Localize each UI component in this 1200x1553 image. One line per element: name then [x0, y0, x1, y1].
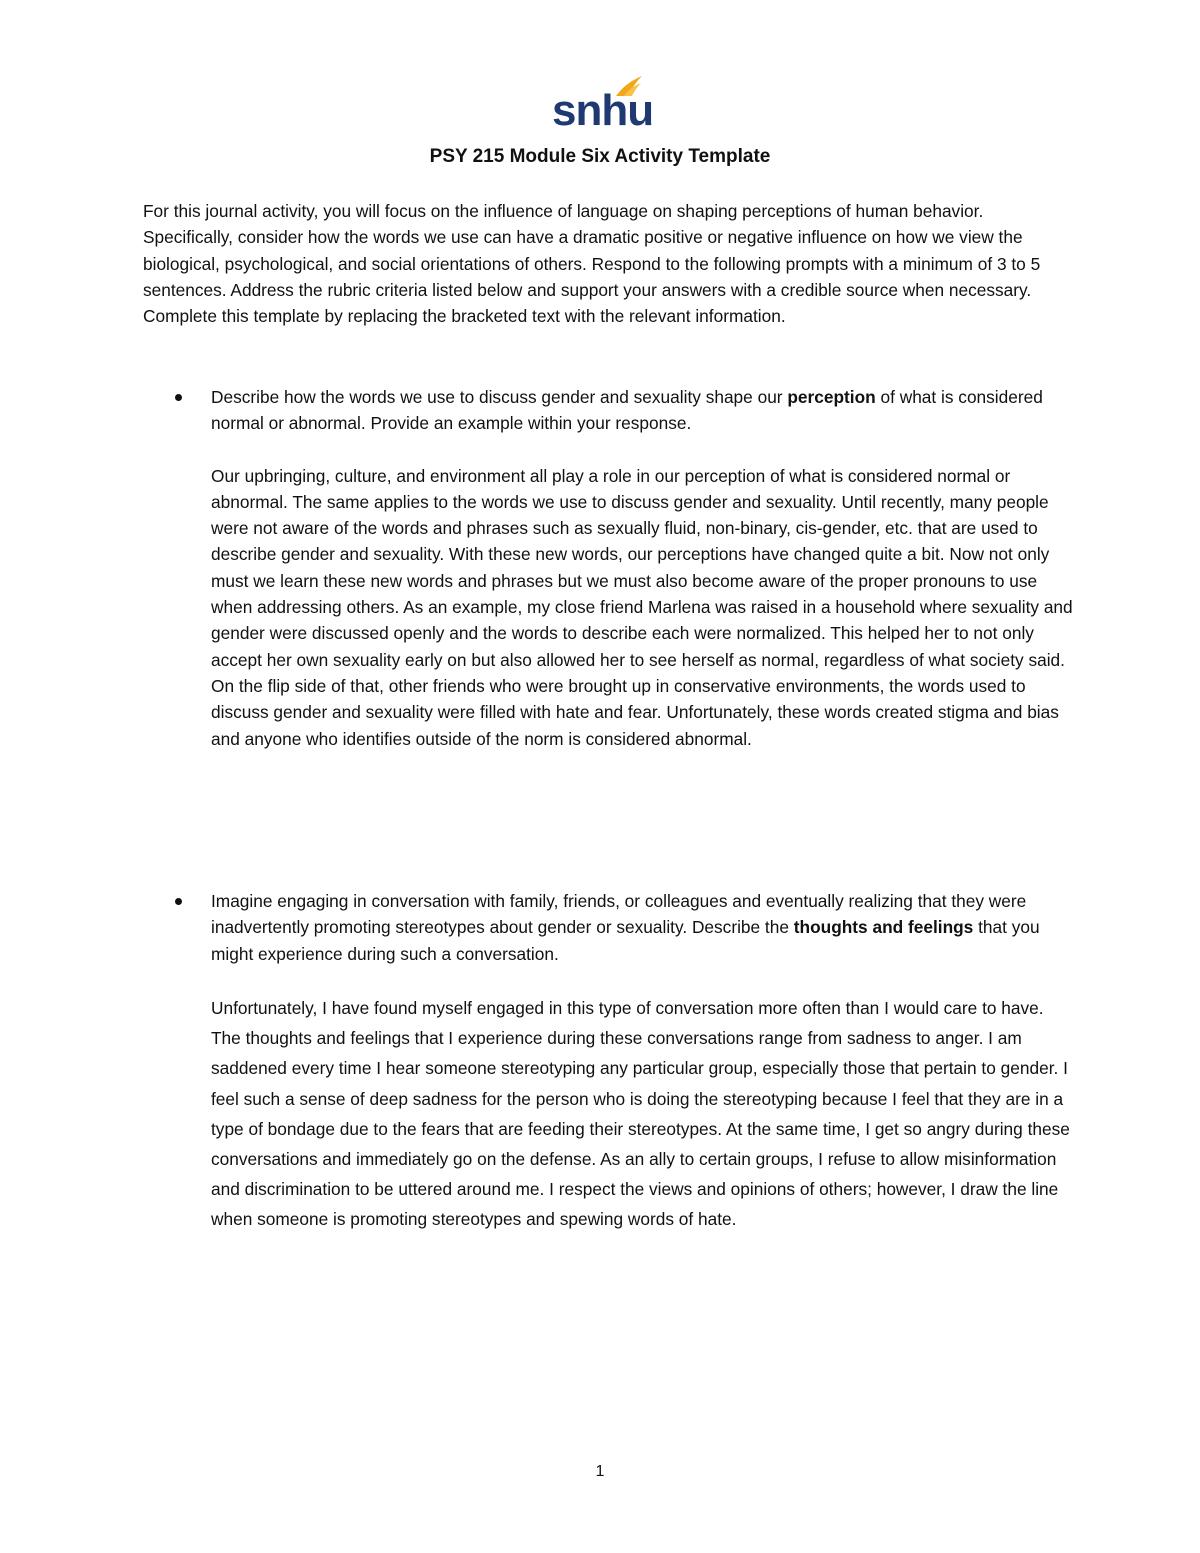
prompt-text-part: Imagine engaging in conversation with family, friends, or colleagues and eventually realizing that they were inadvertently promoting stereotypes about gender or sexuality. Describe the — [211, 891, 1027, 938]
page-title: PSY 215 Module Six Activity Template — [429, 146, 771, 167]
intro-paragraph: For this journal activity, you will focus on the influence of language on shaping perceptions of human behavior. Specifically, consider how the words we use can have a dramatic positive or negative influence on how we view the biological, psychological, and social orientations of others. Respond to the following prompts with a minimum of 3 to 5 sentences. Address the rubric criteria listed below and support your answers with a credible source when necessary. Complete this template by replacing the bracketed text with the relevant information. — [143, 201, 1041, 327]
prompt-emphasis: thoughts and feelings — [793, 917, 974, 938]
prompt-emphasis: perception — [787, 387, 876, 407]
prompt-text-part: of what is considered normal or abnormal. Provide an example within your response. — [211, 387, 1043, 434]
prompt-text — [211, 384, 1073, 437]
bullet-icon — [175, 898, 182, 905]
page-number: 1 — [595, 1463, 605, 1480]
prompt-text — [211, 888, 1073, 967]
logo-text: snhu — [552, 86, 654, 135]
prompt-text-part: Describe how the words we use to discuss gender and sexuality shape our — [211, 387, 788, 407]
answer-text: Our upbringing, culture, and environment all play a role in our perception of what is considered normal or abnormal. The same applies to the words we use to discuss gender and sexuality. Until recently, many people were not aware of the words and phrases such as sexually fluid, non-binary, cis-gender, etc. that are used to describe gender and sexuality. With these new words, our perceptions have changed quite a bit. Now not only must we learn these new words and phrases but we must also become aware of the proper pronouns to use when addressing others. As an example, my close friend Marlena was raised in a household where sexuality and gender were discussed openly and the words to describe each were normalized. This helped her to not only accept her own sexuality early on but also allowed her to see herself as normal, regardless of what society said. On the flip side of that, other friends who were brought up in conservative environments, the words used to discuss gender and sexuality were filled with hate and fear. Unfortunately, these words created stigma and bias and anyone who identifies outside of the norm is considered abnormal. — [211, 465, 1073, 749]
answer-text: Unfortunately, I have found myself engaged in this type of conversation more often than I would care to have. The thoughts and feelings that I experience during these conversations range from sadness to anger. I am saddened every time I hear someone stereotyping any particular group, especially those that pertain to gender. I feel such a sense of deep sadness for the person who is doing the stereotyping because I feel that they are in a type of bondage due to the fears that are feeding their stereotypes. At the same time, I get so angry during these conversations and immediately go on the defense. As an ally to certain groups, I refuse to allow misinformation and discrimination to be uttered around me. I respect the views and opinions of others; however, I draw the line when someone is promoting stereotypes and spewing words of hate. — [211, 997, 1070, 1230]
list-item — [143, 384, 1073, 752]
snhu-logo — [552, 74, 652, 136]
prompt-text-part: that you might experience during such a conversation. — [211, 917, 1040, 964]
list-item — [143, 888, 1073, 1235]
bullet-icon — [175, 394, 182, 401]
